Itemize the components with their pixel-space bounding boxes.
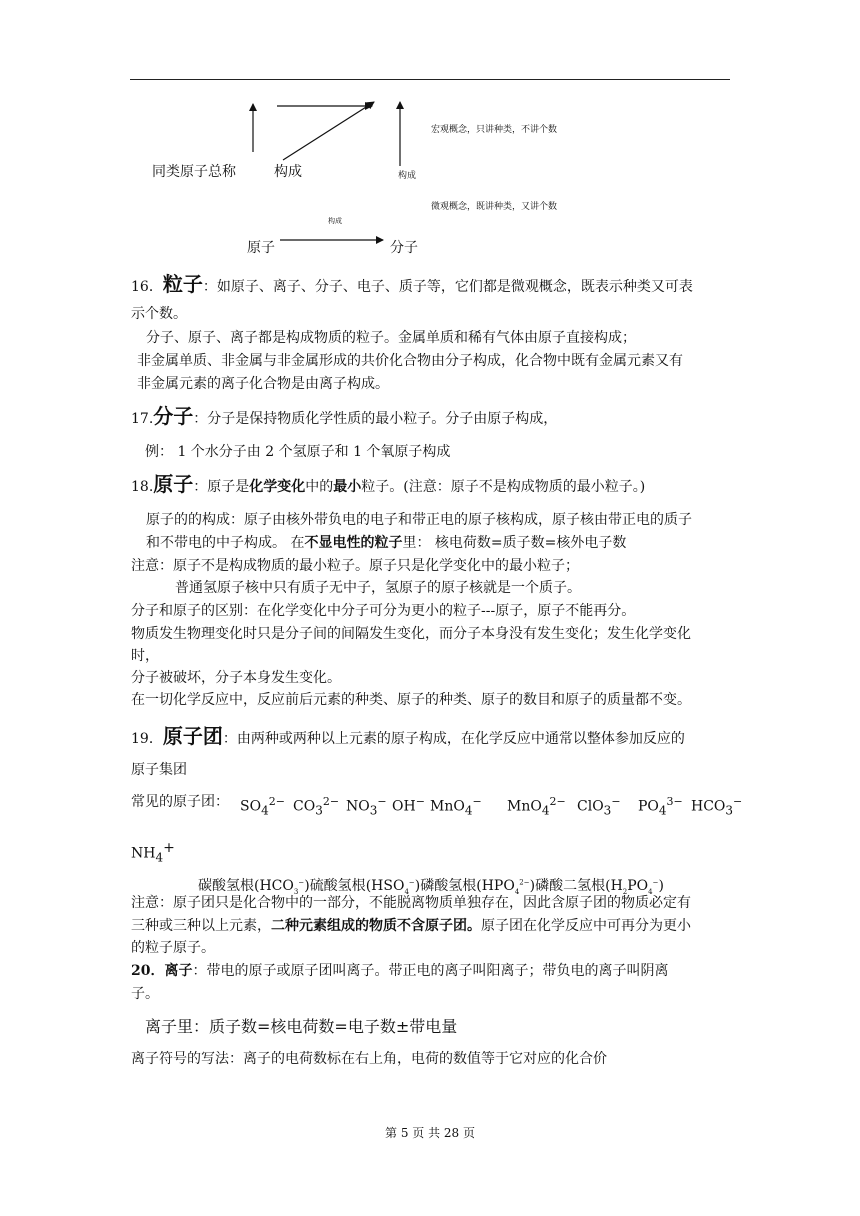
ion-ClO3: ClO$_3$−	[577, 795, 621, 818]
acid-radical: 磷酸氢根$(HPO_4^{2-})$	[420, 877, 536, 896]
text-line: 离子符号的写法：离子的电荷数标在右上角，电荷的数值等于它对应的化合价	[131, 1051, 607, 1067]
text-line: 分子和原子的区别：在化学变化中分子可分为更小的粒子---原子，原子不能再分。	[131, 603, 636, 619]
section-text: ：原子是	[193, 479, 250, 495]
common-groups-label: 常见的原子团：	[131, 794, 229, 810]
text-span: 和不带电的中子构成。 在	[146, 535, 305, 551]
text-line: 非金属元素的离子化合物是由离子构成。	[137, 376, 389, 392]
section-text: ：带电的原子或原子团叫离子。带正电的离子叫阳离子；带负电的离子叫阴离	[192, 963, 669, 979]
section-text: ：由两种或两种以上元素的原子构成，在化学反应中通常以整体参加反应的	[222, 731, 685, 747]
section-text: ：如原子、离子、分子、电子、质子等，它们都是微观概念，既表示种类又可表	[202, 279, 693, 295]
diagram-arrows	[0, 0, 860, 270]
text-line	[131, 916, 691, 936]
section-term: 原子	[153, 472, 194, 496]
example-line: 例： 1 个水分子由 2 个氢原子和 1 个氧原子构成	[145, 444, 451, 460]
section-text: 中的	[305, 479, 334, 495]
text-span: 三种或三种以上元素，	[131, 918, 271, 934]
section-term: 分子	[153, 404, 194, 428]
arrow-diagonal	[283, 102, 374, 160]
acid-radical: 磷酸二氢根$(H_2PO_4^-)$	[535, 877, 664, 896]
label-same-atom-class: 同类原子总称	[152, 164, 236, 180]
text-line: 注意：原子不是构成物质的最小粒子。原子只是化学变化中的最小粒子；	[131, 558, 579, 574]
text-line	[146, 533, 626, 553]
ion-PO4: $PO_4^{3-}$	[638, 795, 683, 818]
note-macro: 宏观概念，只讲种类，不讲个数	[431, 125, 558, 135]
bold-phrase: 化学变化	[249, 479, 306, 495]
text-line: 在一切化学反应中，反应前后元素的种类、原子的种类、原子的数目和原子的质量都不变。	[131, 692, 691, 708]
ion-NH4: $NH_4^+$	[131, 840, 175, 865]
bold-phrase: 不显电性的粒子	[304, 535, 403, 551]
text-line: 分子被破坏，分子本身发生变化。	[131, 670, 341, 686]
section-term: 原子团	[162, 724, 223, 748]
section-18-heading	[131, 474, 645, 497]
section-term: 离子	[164, 963, 193, 979]
text-line: 示个数。	[131, 306, 187, 322]
section-text: ：分子是保持物质化学性质的最小粒子。分子由原子构成，	[193, 411, 558, 427]
bold-phrase: 最小	[333, 479, 362, 495]
text-line: 普通氢原子核中只有质子无中子，氢原子的原子核就是一个质子。	[175, 580, 581, 596]
label-atom: 原子	[247, 240, 275, 256]
label-constitute-2: 构成	[398, 171, 417, 181]
section-text: 粒子。(注意：原子不是构成物质的最小粒子。)	[361, 479, 646, 495]
section-19-heading	[131, 726, 685, 749]
label-constitute-1: 构成	[274, 164, 302, 180]
note-micro: 微观概念，既讲种类，又讲个数	[431, 202, 558, 212]
bold-phrase: 二种元素组成的物质不含原子团。	[271, 918, 481, 934]
ion-CO3: $CO_3^{2-}$	[293, 795, 340, 818]
text-line: 时，	[131, 648, 159, 664]
text-line: 非金属单质、非金属与非金属形成的共价化合物由分子构成，化合物中既有金属元素又有	[137, 353, 683, 369]
text-line: 原子集团	[131, 762, 187, 778]
section-number: 16．	[131, 279, 163, 295]
section-number: 17.	[131, 411, 154, 427]
label-constitute-3: 构成	[328, 217, 342, 225]
ion-SO4: $SO_4^{2-}$	[240, 795, 285, 818]
acid-radical: 硫酸氢根$(HSO_4^-)$	[309, 877, 421, 896]
label-molecule: 分子	[390, 240, 418, 256]
ion-MnO4: MnO$_4$−	[430, 795, 482, 818]
text-line: 的粒子原子。	[131, 940, 215, 956]
text-line: 原子的的构成：原子由核外带负电的电子和带正电的原子核构成，原子核由带正电的质子	[146, 512, 692, 528]
section-16-heading	[131, 274, 693, 297]
section-20-heading	[131, 961, 668, 981]
text-line: 子。	[131, 986, 159, 1002]
common-groups-line	[131, 792, 229, 812]
ion-MnO4-2: MnO$_4^{2-}$	[507, 795, 566, 818]
ion-NO3: $NO_3^-$	[346, 795, 387, 818]
section-17-heading	[131, 406, 557, 429]
formula-line: 离子里：质子数=核电荷数=电子数±带电量	[145, 1017, 458, 1036]
section-term: 粒子	[162, 272, 203, 296]
text-line: 分子、原子、离子都是构成物质的粒子。金属单质和稀有气体由原子直接构成；	[146, 330, 636, 346]
acid-radical: 碳酸氢根$(HCO_3^-)$	[198, 877, 310, 896]
section-number: 19．	[131, 731, 163, 747]
ion-OH: OH−	[392, 795, 425, 815]
text-line: 注意：原子团只是化合物中的一部分，不能脱离物质单独存在，因此含原子团的物质必定有	[131, 895, 691, 911]
page-footer: 第 5 页 共 28 页	[385, 1126, 475, 1140]
section-number: 20．	[131, 963, 165, 979]
text-line: 物质发生物理变化时只是分子间的间隔发生变化，而分子本身没有发生变化；发生化学变化	[131, 626, 691, 642]
text-span: 原子团在化学反应中可再分为更小	[481, 918, 691, 934]
text-span: 里： 核电荷数=质子数=核外电子数	[402, 535, 627, 551]
section-number: 18.	[131, 479, 154, 495]
ion-HCO3: $HCO_3^-$	[691, 795, 743, 818]
